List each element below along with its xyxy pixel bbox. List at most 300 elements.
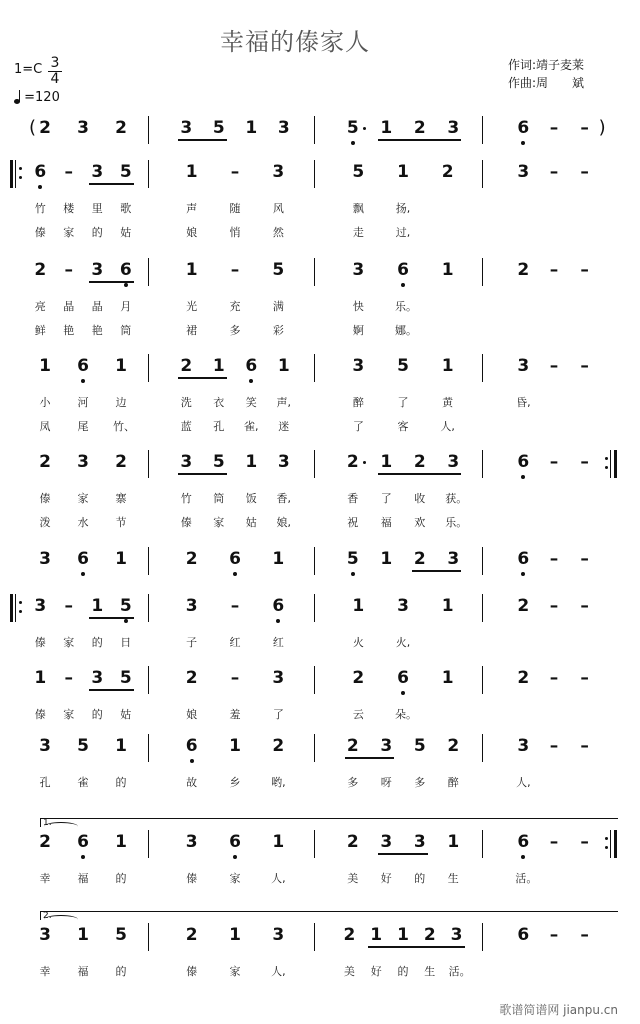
note: 1 — [115, 736, 127, 756]
system-row — [0, 452, 640, 532]
note: 5 — [212, 452, 225, 472]
low-octave-dot — [351, 572, 355, 576]
repeat-end-bar — [614, 450, 617, 478]
lyric-char: 筒 — [213, 492, 225, 505]
note: 2 — [517, 668, 530, 688]
bar-line — [148, 734, 149, 762]
note: 5 — [272, 260, 285, 280]
repeat-start-bar — [10, 594, 13, 622]
bar-line — [314, 734, 315, 762]
lyric-char: 月 — [120, 300, 132, 313]
repeat-dot — [19, 176, 22, 179]
slur-mark — [44, 915, 78, 924]
lyric-char: 呀 — [380, 776, 392, 789]
lyric-char: 活。 — [448, 965, 471, 978]
lyric-char: 人, — [440, 420, 455, 433]
bar-line — [314, 450, 315, 478]
note: 2 — [517, 596, 530, 616]
bar-line — [314, 547, 315, 575]
note: 1 — [441, 668, 454, 688]
bar-line — [148, 830, 149, 858]
dash: – — [580, 736, 589, 756]
note: 3 — [450, 925, 463, 945]
lyric-char: 笑 — [245, 396, 257, 409]
repeat-dot — [605, 457, 608, 460]
bar-line — [482, 547, 483, 575]
note: 5 — [397, 356, 409, 376]
lyric-char: 的 — [414, 872, 426, 885]
repeat-dot — [19, 167, 22, 170]
lyric-char: 光 — [186, 300, 198, 313]
lyric-char: 鲜 — [34, 324, 46, 337]
lyric-char: 竹、 — [113, 420, 135, 433]
lyric-char: 红 — [272, 636, 284, 649]
bar-line — [482, 830, 483, 858]
lyric-char: 故 — [186, 776, 198, 789]
lyric-char: 火 — [352, 636, 364, 649]
lyric-char: 飘 — [352, 202, 364, 215]
lyric-char: 彩 — [272, 324, 284, 337]
note: 3 — [39, 549, 51, 569]
note: 3 — [517, 162, 530, 182]
note: 5 — [115, 925, 127, 945]
lyric-char: 扬, — [395, 202, 411, 215]
lyric-char: 娘 — [186, 708, 198, 721]
low-octave-dot — [521, 475, 525, 479]
note: 3 — [77, 452, 89, 472]
lyric-char: 家 — [213, 516, 225, 529]
note: 1 — [380, 549, 393, 569]
lyric-char: 人, — [516, 776, 531, 789]
dash: – — [549, 452, 559, 472]
lyric-char: 活。 — [515, 872, 538, 885]
lyric-char: 艳 — [63, 324, 75, 337]
note: 6 — [514, 118, 532, 138]
note: 1 — [229, 736, 241, 756]
note: 2 — [39, 832, 51, 852]
note: 3 — [380, 832, 393, 852]
bar-line — [610, 830, 611, 858]
low-octave-dot — [401, 691, 405, 695]
time-signature-top: 3 — [50, 55, 60, 71]
note: 3 — [185, 832, 198, 852]
low-octave-dot — [233, 855, 237, 859]
note: 3 — [447, 118, 460, 138]
slur-mark — [44, 822, 78, 831]
note: 1 — [272, 832, 285, 852]
dash: – — [580, 925, 589, 945]
lyric-char: 多 — [414, 776, 426, 789]
bar-line — [148, 450, 149, 478]
bar-line — [148, 594, 149, 622]
lyric-char: 人, — [271, 872, 286, 885]
note: 2 — [517, 260, 530, 280]
note: 2 — [115, 452, 127, 472]
note: 1 — [245, 118, 258, 138]
lyric-char: 哟, — [271, 776, 286, 789]
lyric-char: 幸 — [39, 965, 51, 978]
repeat-dot — [19, 610, 22, 613]
note: 5 — [212, 118, 225, 138]
lyricist-credit: 作词:靖子麦莱 — [508, 58, 585, 72]
bar-line — [314, 923, 315, 951]
bar-line — [482, 116, 483, 144]
lyric-char: 孔 — [39, 776, 51, 789]
dash: – — [549, 668, 559, 688]
lyric-char: 蓝 — [180, 420, 192, 433]
dash: – — [230, 260, 240, 280]
lyric-char: 的 — [91, 708, 103, 721]
key-signature: 1=C — [14, 62, 43, 77]
note: 2 — [413, 452, 426, 472]
eighth-underline — [412, 570, 462, 572]
bar-line — [482, 160, 483, 188]
note: 1 — [397, 925, 409, 945]
low-octave-dot — [124, 619, 128, 623]
lyric-char: 多 — [347, 776, 359, 789]
lyric-char: 醉 — [447, 776, 459, 789]
lyric-char: 收 — [414, 492, 426, 505]
lyric-char: 生 — [447, 872, 459, 885]
note: 6 — [74, 549, 92, 569]
bar-line — [482, 923, 483, 951]
note: 1 — [39, 356, 51, 376]
lyric-char: 福 — [380, 516, 392, 529]
time-signature — [48, 56, 62, 87]
lyric-char: 筒 — [120, 324, 132, 337]
note: 5 — [344, 118, 362, 138]
bar-line — [314, 354, 315, 382]
lyric-char: 美 — [343, 965, 355, 978]
note: 2 — [413, 549, 426, 569]
note: 3 — [352, 356, 365, 376]
volta-bracket: 2. — [40, 911, 618, 920]
tempo-marking — [14, 90, 60, 105]
note: 1 — [212, 356, 225, 376]
bar-line — [482, 258, 483, 286]
note: 3 — [413, 832, 426, 852]
lyric-char: 福 — [77, 965, 89, 978]
lyric-char: 火, — [395, 636, 411, 649]
note: 1 — [185, 162, 198, 182]
lyric-char: 的 — [91, 226, 103, 239]
bar-line — [482, 354, 483, 382]
note: 5 — [77, 736, 89, 756]
lyric-char: 黄 — [442, 396, 454, 409]
eighth-underline — [378, 853, 428, 855]
system-row — [0, 260, 640, 340]
lyric-char: 满 — [272, 300, 284, 313]
low-octave-dot — [249, 379, 253, 383]
note: 3 — [517, 356, 530, 376]
lyric-char: 姑 — [120, 708, 132, 721]
dash: – — [549, 260, 559, 280]
lyric-char: 醉 — [352, 396, 364, 409]
lyric-char: 家 — [77, 492, 89, 505]
note: 6 — [226, 832, 244, 852]
bar-line — [482, 450, 483, 478]
lyric-char: 然 — [272, 226, 284, 239]
note: 3 — [447, 549, 460, 569]
note: 3 — [352, 260, 365, 280]
low-octave-dot — [276, 619, 280, 623]
lyric-char: 晶 — [63, 300, 75, 313]
note: 6 — [517, 925, 530, 945]
note: 5 — [413, 736, 426, 756]
note: 6 — [183, 736, 201, 756]
note: 2 — [34, 260, 47, 280]
note: 1 — [115, 832, 127, 852]
system-row — [0, 736, 640, 816]
note: 5 — [117, 596, 135, 616]
note: 1 — [397, 162, 409, 182]
note: 6 — [74, 356, 92, 376]
low-octave-dot — [521, 141, 525, 145]
dash: – — [580, 260, 589, 280]
dash: – — [549, 549, 559, 569]
bar-line — [314, 666, 315, 694]
bar-line — [148, 160, 149, 188]
lyric-char: 娜。 — [395, 324, 417, 337]
lyric-char: 洗 — [180, 396, 192, 409]
lyric-char: 多 — [229, 324, 241, 337]
tempo-value: =120 — [24, 90, 60, 105]
note: 6 — [269, 596, 287, 616]
lyric-char: 欢 — [414, 516, 426, 529]
dash: – — [549, 736, 559, 756]
note: 1 — [245, 452, 258, 472]
dash: – — [580, 832, 589, 852]
system-row — [0, 596, 640, 676]
lyric-char: 傣 — [186, 965, 198, 978]
note: 2 — [115, 118, 127, 138]
low-octave-dot — [233, 572, 237, 576]
bar-line — [148, 354, 149, 382]
note: 2 — [343, 925, 356, 945]
low-octave-dot — [81, 855, 85, 859]
dash: – — [580, 162, 589, 182]
system-row — [0, 162, 640, 242]
lyric-char: 香 — [347, 492, 359, 505]
dash: – — [64, 260, 73, 280]
eighth-underline — [368, 946, 464, 948]
lyric-char: 河 — [77, 396, 89, 409]
note: 6 — [394, 260, 412, 280]
lyric-char: 客 — [397, 420, 409, 433]
low-octave-dot — [81, 379, 85, 383]
note: 2 — [272, 736, 285, 756]
lyric-char: 傣 — [34, 708, 46, 721]
note: 5 — [352, 162, 365, 182]
lyric-char: 人, — [271, 965, 286, 978]
dash: – — [230, 668, 240, 688]
note: 2 — [185, 925, 198, 945]
note: 5 — [119, 162, 132, 182]
note: 1 — [34, 668, 47, 688]
eighth-underline — [178, 139, 227, 141]
note: 6 — [117, 260, 135, 280]
lyric-char: 水 — [77, 516, 89, 529]
lyric-char: 家 — [229, 965, 241, 978]
note: 1 — [185, 260, 198, 280]
lyric-char: 声, — [276, 396, 291, 409]
lyric-char: 祝 — [347, 516, 359, 529]
volta-bracket: 1. — [40, 818, 618, 827]
dash: – — [580, 118, 589, 138]
note: 6 — [74, 832, 92, 852]
eighth-underline — [89, 281, 134, 283]
repeat-dot — [605, 837, 608, 840]
low-octave-dot — [521, 572, 525, 576]
lyric-char: 家 — [63, 636, 75, 649]
lyric-char: 香, — [276, 492, 291, 505]
note: 3 — [272, 162, 285, 182]
note: 2 — [423, 925, 436, 945]
lyric-char: 好 — [380, 872, 392, 885]
note: 2 — [185, 668, 198, 688]
dash: – — [64, 162, 73, 182]
lyric-char: 家 — [63, 226, 75, 239]
low-octave-dot — [521, 855, 525, 859]
system-row — [0, 818, 640, 912]
lyric-char: 红 — [229, 636, 241, 649]
note: 2 — [346, 736, 359, 756]
note: 6 — [226, 549, 244, 569]
note: 2 — [185, 549, 198, 569]
lyric-char: 随 — [229, 202, 241, 215]
lyric-char: 美 — [347, 872, 359, 885]
lyric-char: 晶 — [91, 300, 103, 313]
lyric-char: 傣 — [180, 516, 192, 529]
repeat-dot — [605, 466, 608, 469]
note: 1 — [380, 452, 393, 472]
dash: – — [549, 925, 559, 945]
lyric-char: 亮 — [34, 300, 46, 313]
lyric-char: 娘 — [186, 226, 198, 239]
lyric-char: 家 — [229, 872, 241, 885]
bar-line — [148, 666, 149, 694]
lyric-char: 傣 — [34, 636, 46, 649]
lyric-char: 竹 — [34, 202, 46, 215]
lyric-char: 傣 — [186, 872, 198, 885]
lyric-char: 雀, — [244, 420, 259, 433]
lyric-char: 雀 — [77, 776, 89, 789]
lyric-char: 的 — [91, 636, 103, 649]
note: 3 — [272, 925, 285, 945]
bar-line — [314, 160, 315, 188]
bar-line — [148, 116, 149, 144]
lyric-char: 孔 — [213, 420, 225, 433]
low-octave-dot — [81, 572, 85, 576]
note: 2 — [441, 162, 454, 182]
eighth-underline — [89, 689, 134, 691]
note: 5 — [344, 549, 362, 569]
lyric-char: 羞 — [229, 708, 241, 721]
lyric-char: 了 — [380, 492, 392, 505]
dash: – — [580, 549, 589, 569]
note: 2 — [413, 118, 426, 138]
repeat-end-bar — [614, 830, 617, 858]
eighth-underline — [178, 377, 227, 379]
note: 1 — [77, 925, 89, 945]
dash: – — [549, 832, 559, 852]
note: 2 — [447, 736, 460, 756]
note: 6 — [394, 668, 412, 688]
repeat-start-bar — [10, 160, 13, 188]
note: 3 — [91, 260, 104, 280]
note: 3 — [397, 596, 409, 616]
note: 1 — [277, 356, 290, 376]
lyric-char: 悄 — [229, 226, 241, 239]
lyric-char: 婀 — [352, 324, 364, 337]
note: 6 — [514, 452, 532, 472]
note: 1 — [91, 596, 104, 616]
lyric-char: 了 — [397, 396, 409, 409]
note: 6 — [514, 549, 532, 569]
lyric-char: 泼 — [39, 516, 51, 529]
dash: – — [549, 596, 559, 616]
dash: – — [230, 162, 240, 182]
bar-line — [148, 547, 149, 575]
eighth-underline — [178, 473, 227, 475]
system-row — [0, 356, 640, 436]
dotted-note-dot — [363, 127, 366, 130]
note: 1 — [272, 549, 285, 569]
note: 3 — [91, 668, 104, 688]
repeat-dot — [19, 601, 22, 604]
dash: – — [549, 118, 559, 138]
lyric-char: 获。 — [445, 492, 468, 505]
lyric-char: 朵。 — [395, 708, 417, 721]
eighth-underline — [89, 183, 134, 185]
lyric-char: 姑 — [120, 226, 132, 239]
bar-line — [482, 594, 483, 622]
bar-line — [482, 734, 483, 762]
low-octave-dot — [401, 283, 405, 287]
lyric-char: 楼 — [63, 202, 75, 215]
note: 2 — [346, 832, 359, 852]
dash: – — [580, 668, 589, 688]
lyric-char: 昏, — [516, 396, 531, 409]
eighth-underline — [378, 139, 461, 141]
dash: – — [580, 596, 589, 616]
note: 1 — [380, 118, 393, 138]
lyric-char: 艳 — [91, 324, 103, 337]
close-paren: ) — [598, 117, 606, 138]
bar-line — [314, 830, 315, 858]
note: 5 — [119, 668, 132, 688]
lyric-char: 姑 — [245, 516, 257, 529]
note: 3 — [277, 118, 290, 138]
dotted-note-dot — [363, 461, 366, 464]
lyric-char: 里 — [91, 202, 103, 215]
repeat-start-bar — [15, 160, 16, 188]
bar-line — [314, 594, 315, 622]
lyric-char: 的 — [115, 872, 127, 885]
note: 3 — [272, 668, 285, 688]
lyric-char: 尾 — [77, 420, 89, 433]
eighth-underline — [89, 617, 134, 619]
note: 1 — [352, 596, 365, 616]
note: 6 — [31, 162, 49, 182]
lyric-char: 的 — [115, 965, 127, 978]
note: 3 — [91, 162, 104, 182]
dash: – — [580, 356, 589, 376]
lyric-char: 衣 — [213, 396, 225, 409]
quarter-note-icon — [14, 99, 20, 104]
dash: – — [230, 596, 240, 616]
dash: – — [549, 162, 559, 182]
